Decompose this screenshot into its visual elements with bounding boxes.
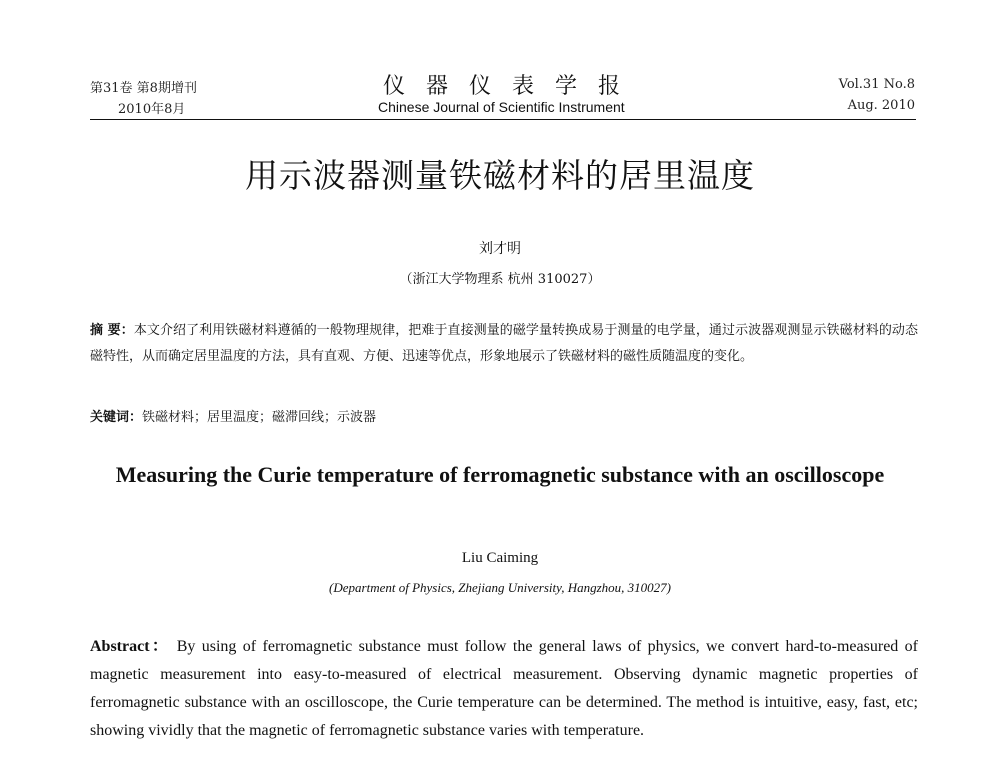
- abstract-cn-label: 摘 要：: [90, 323, 134, 338]
- issue-date-en: Aug. 2010: [847, 98, 915, 113]
- keywords-cn-text: 铁磁材料；居里温度；磁滞回线；示波器: [142, 410, 377, 425]
- journal-title-en: Chinese Journal of Scientific Instrument: [378, 99, 625, 115]
- affiliation-en: (Department of Physics, Zhejiang University, Hangzhou, 310027): [329, 580, 671, 595]
- header-rule: [90, 119, 916, 120]
- abstract-cn-text: 本文介绍了利用铁磁材料遵循的一般物理规律，把难于直接测量的磁学量转换成易于测量的电学量，通过示波器观测显示铁磁材料的动态磁特性，从而确定居里温度的方法，具有直观、方便、迅速等优点，形象地展示了铁磁材料的磁性质随温度的变化。: [90, 323, 918, 364]
- abstract-en: [90, 633, 918, 745]
- journal-title-cn: 仪器仪表学报: [383, 74, 642, 99]
- abstract-cn: [90, 318, 918, 370]
- paper-title-cn: 用示波器测量铁磁材料的居里温度: [245, 156, 755, 195]
- volume-number-en: Vol.31 No.8: [838, 77, 915, 92]
- affiliation-cn: （浙江大学物理系 杭州 310027）: [399, 272, 601, 287]
- author-cn: 刘才明: [479, 241, 521, 257]
- abstract-en-text: By using of ferromagnetic substance must follow the general laws of physics, we convert hard-to-measured of magnetic measurement into easy-to-measured of electrical measurement. Observing dynamic magnetic properties of ferromagnetic substance with an oscilloscope, the Curie temperature can be determined. The method is intuitive, easy, fast, etc; showing vividly that the magnetic of ferromagnetic substance varies with temperature.: [90, 638, 919, 739]
- keywords-cn-label: 关键词：: [90, 410, 143, 425]
- volume-issue: 第31卷 第8期增刊: [90, 81, 197, 96]
- keywords-cn: [90, 406, 376, 425]
- author-en: Liu Caiming: [461, 550, 539, 566]
- paper-title-en: Measuring the Curie temperature of ferromagnetic substance with an oscilloscope: [115, 462, 885, 487]
- abstract-en-label: Abstract：: [90, 638, 171, 655]
- issue-date-cn: 2010年8月: [118, 102, 186, 117]
